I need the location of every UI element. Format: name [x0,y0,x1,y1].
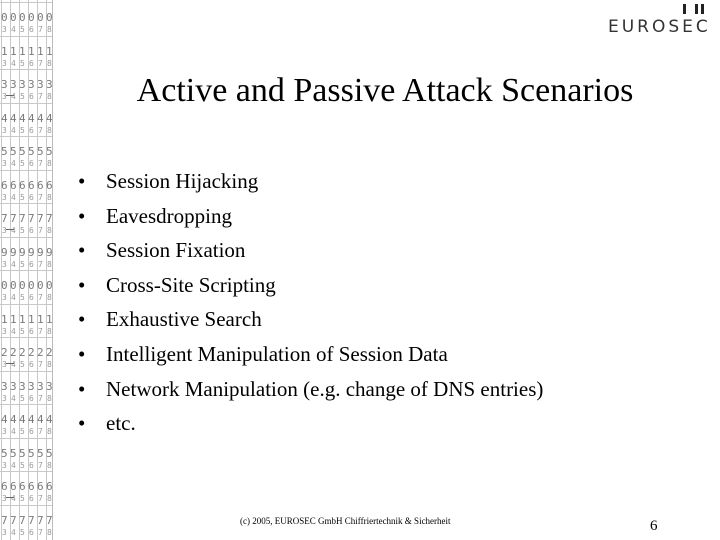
bullet-item [78,270,543,305]
bullet-dot: • [78,203,86,228]
bullet-item [78,339,543,374]
bullet-text: Intelligent Manipulation of Session Data [106,341,448,366]
bullet-text: Cross-Site Scripting [106,272,276,297]
bullet-dot: • [78,307,86,332]
bullet-text: Eavesdropping [106,203,232,228]
bullet-text: Network Manipulation (e.g. change of DNS entries) [106,376,544,401]
logo-text: EUROSEC [608,17,711,37]
bullet-item [78,374,543,409]
bullet-dot: • [78,411,86,436]
bullet-item [78,201,543,236]
bullet-dot: • [78,376,86,401]
bullet-item [78,166,543,201]
eurosec-logo [608,4,711,38]
bullet-item [78,304,543,339]
bullet-item [78,235,543,270]
bullet-text: Session Fixation [106,238,246,263]
bullet-text: etc. [106,411,136,436]
bullet-item [78,408,543,443]
bullet-dot: • [78,169,86,193]
footer-copyright: (c) 2005, EUROSEC GmbH Chiffriertechnik & Sicherheit [240,516,451,526]
bullet-dot: • [78,238,86,263]
bullet-dot: • [78,341,86,366]
slide-title: Active and Passive Attack Scenarios [136,72,634,109]
bullet-text: Session Hijacking [106,169,259,193]
decorative-number-strip: 3 4 5 6 7 8 0 0 0 0 0 0 3 4 5 6 7 8 1 1 1 1 1 1 3 4 5 6 7 8 3 3 3 3 3 3 3 4 5 6 7 8 4 4 4 4 4 4 3 4 5 6 7 8 5 5 5 5 5 5 3 4 5 6 7 8 6 6 6 6 6 6 3 4 5 6 7 8 7 7 7 7 7 7 3 4 5 6 7 8 9 9 9 9 9 9 3 4 5 6 7 8 0 0 0 0 0 0 3 4 5 6 7 8 1 1 1 1 1 1 3 4 5 6 7 8 2 2 2 2 2 2 3 4 5 6 7 8 3 3 3 3 3 3 3 4 5 6 7 8 4 4 4 4 4 4 3 4 5 6 7 8 5 5 5 5 5 5 3 4 5 6 7 8 6 6 6 6 6 6 3 4 5 6 7 8 7 7 7 7 7 7 [0,0,53,540]
bullet-text: Exhaustive Search [106,307,262,332]
page-number: 6 [650,518,658,534]
bullet-dot: • [78,272,86,297]
bullet-list [78,166,543,443]
